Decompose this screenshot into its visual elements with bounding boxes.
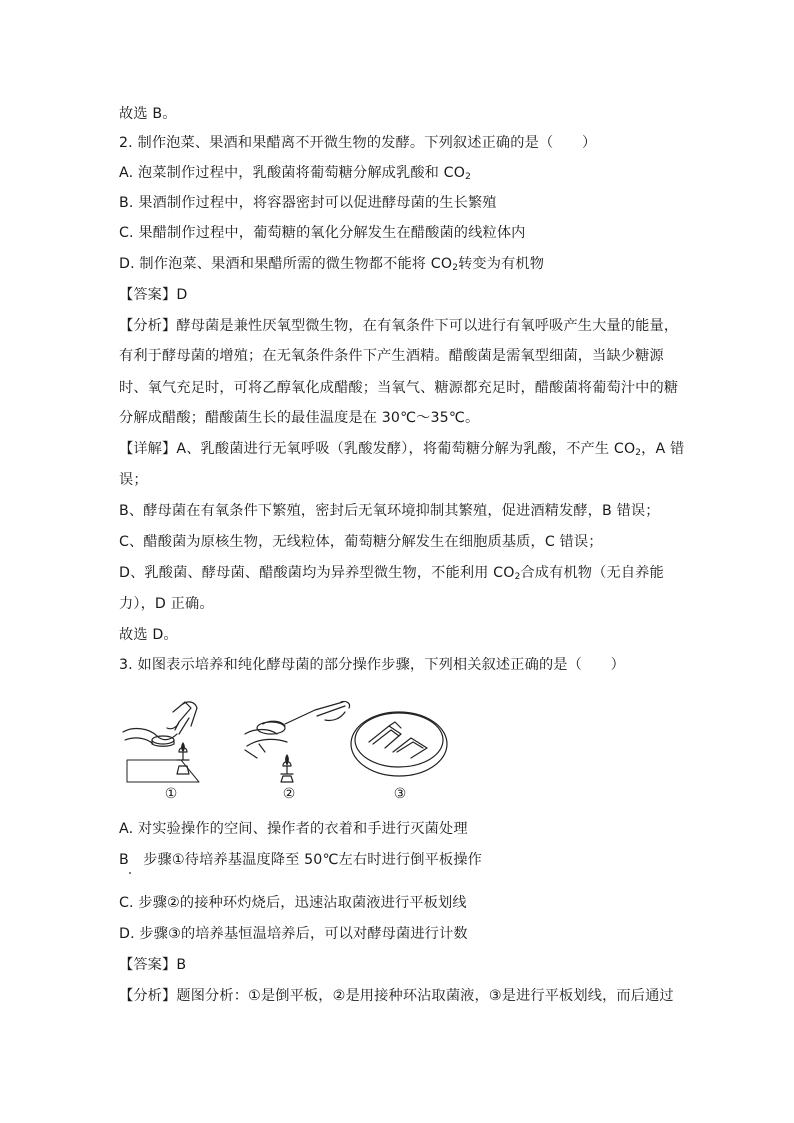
detail-text: 【详解】A、乳酸菌进行无氧呼吸（乳酸发酵），将葡萄糖分解为乳酸，不产生 CO	[119, 441, 636, 457]
question-2-stem: 2. 制作泡菜、果酒和果醋离不开微生物的发酵。下列叙述正确的是（ ）	[119, 135, 597, 151]
option-d-text-end: 转变为有机物	[458, 256, 545, 272]
subscript: 2	[514, 572, 521, 582]
conclusion-line: 故选 D。	[119, 627, 178, 643]
question-3-option-c: C. 步骤②的接种环灼烧后，迅速沾取菌液进行平板划线	[119, 895, 467, 911]
stray-dot	[129, 872, 131, 874]
question-2-answer: 【答案】D	[119, 287, 188, 303]
figure-label-2: ②	[282, 786, 296, 802]
option-d-text: D. 制作泡菜、果酒和果醋所需的微生物都不能将 CO	[119, 256, 453, 272]
subscript: 2	[452, 263, 459, 273]
detail-text-end: 合成有机物（无自养能	[520, 565, 664, 581]
analysis-line: 分解成醋酸；醋酸菌生长的最佳温度是在 30℃～35℃。	[119, 410, 480, 426]
question-2-option-a	[119, 163, 471, 183]
detail-line: 力），D 正确。	[119, 596, 214, 612]
analysis-line: 有利于酵母菌的增殖；在无氧条件条件下产生酒精。醋酸菌是需氧型细菌，当缺少糖源	[119, 348, 664, 364]
question-3-answer: 【答案】B	[119, 957, 187, 973]
subscript: 2	[465, 172, 471, 182]
inoculation-loop-drawing	[245, 701, 350, 782]
detail-text-end: ，A 错	[641, 441, 685, 457]
option-a-text: A. 泡菜制作过程中，乳酸菌将葡萄糖分解成乳酸和 CO	[119, 165, 466, 181]
streak-plate-drawing	[351, 712, 447, 776]
pour-plate-drawing	[123, 702, 199, 782]
figure-label-3: ③	[393, 786, 407, 802]
question-3-option-a: A. 对实验操作的空间、操作者的衣着和手进行灭菌处理	[119, 821, 468, 837]
detail-text: D、乳酸菌、酵母菌、醋酸菌均为异养型微生物，不能利用 CO	[119, 565, 515, 581]
question-3-option-b: B 步骤①待培养基温度降至 50℃左右时进行倒平板操作	[119, 852, 482, 868]
analysis-line: 【分析】酵母菌是兼性厌氧型微生物，在有氧条件下可以进行有氧呼吸产生大量的能量，	[119, 318, 679, 334]
question-2-option-b: B. 果酒制作过程中，将容器密封可以促进酵母菌的生长繁殖	[119, 195, 497, 211]
detail-line	[119, 439, 684, 459]
detail-line	[119, 563, 664, 583]
question-2-option-c: C. 果醋制作过程中，葡萄糖的氧化分解发生在醋酸菌的线粒体内	[119, 225, 526, 241]
conclusion-line: 故选 B。	[119, 106, 177, 122]
experiment-figure	[119, 700, 459, 810]
subscript: 2	[635, 448, 642, 458]
detail-line: B、酵母菌在有氧条件下繁殖，密封后无氧环境抑制其繁殖，促进酒精发酵，B 错误；	[119, 503, 660, 519]
figure-label-1: ①	[164, 786, 178, 802]
detail-line: 误；	[119, 472, 148, 488]
detail-line: C、醋酸菌为原核生物，无线粒体，葡萄糖分解发生在细胞质基质，C 错误；	[119, 534, 603, 550]
question-2-option-d	[119, 254, 544, 274]
question-3-option-d: D. 步骤③的培养基恒温培养后，可以对酵母菌进行计数	[119, 926, 468, 942]
analysis-line: 【分析】题图分析：①是倒平板，②是用接种环沾取菌液，③是进行平板划线，而后通过	[119, 988, 674, 1004]
question-3-stem: 3. 如图表示培养和纯化酵母菌的部分操作步骤，下列相关叙述正确的是（ ）	[119, 657, 625, 673]
analysis-line: 时、氧气充足时，可将乙醇氧化成醋酸；当氧气、糖源都充足时，醋酸菌将葡萄汁中的糖	[119, 380, 679, 396]
